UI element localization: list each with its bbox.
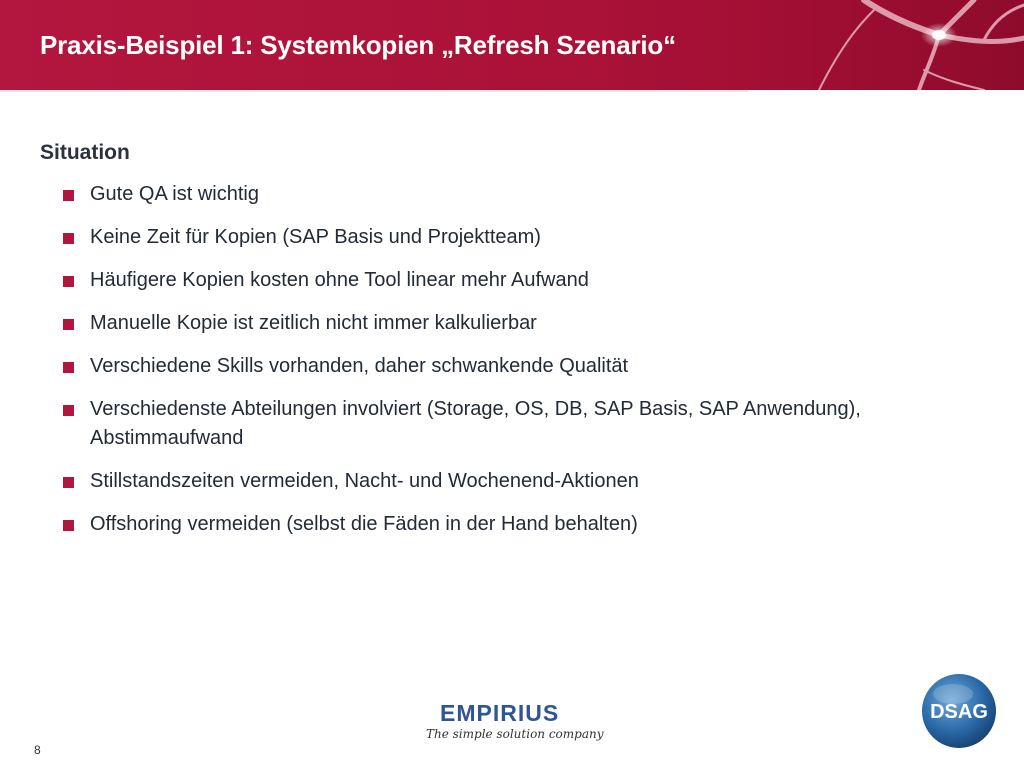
bullet-item: [62, 467, 882, 496]
bullet-item: [62, 223, 882, 252]
header-bar: [0, 0, 1024, 90]
bullet-text: Stillstandszeiten vermeiden, Nacht- und Wochenend-Aktionen: [90, 470, 639, 492]
empirius-logo: [424, 700, 604, 750]
bullet-item: [62, 352, 882, 381]
square-bullet-icon: [63, 477, 74, 488]
bullet-list: [62, 180, 882, 553]
bullet-item: [62, 510, 882, 539]
bullet-item: [62, 395, 882, 453]
slide-title: Praxis-Beispiel 1: Systemkopien „Refresh Szenario“: [40, 30, 676, 60]
square-bullet-icon: [63, 319, 74, 330]
square-bullet-icon: [63, 190, 74, 201]
dsag-logo-icon: [920, 672, 998, 750]
bullet-text: Verschiedene Skills vorhanden, daher schwankende Qualität: [90, 355, 629, 377]
section-heading: Situation: [40, 141, 130, 164]
bullet-item: [62, 180, 882, 209]
header-divider: [0, 90, 748, 92]
dsag-logo-text: DSAG: [930, 701, 988, 723]
square-bullet-icon: [63, 520, 74, 531]
square-bullet-icon: [63, 362, 74, 373]
bullet-text: Offshoring vermeiden (selbst die Fäden in der Hand behalten): [90, 513, 638, 535]
bullet-item: [62, 266, 882, 295]
page-number: 8: [34, 743, 41, 757]
neuron-graphic-icon: [724, 0, 1024, 90]
square-bullet-icon: [63, 405, 74, 416]
bullet-text: Manuelle Kopie ist zeitlich nicht immer kalkulierbar: [90, 312, 537, 334]
square-bullet-icon: [63, 276, 74, 287]
bullet-text: Gute QA ist wichtig: [90, 183, 259, 205]
empirius-wordmark: EMPIRIUS: [440, 700, 560, 726]
bullet-text: Häufigere Kopien kosten ohne Tool linear mehr Aufwand: [90, 269, 589, 291]
square-bullet-icon: [63, 233, 74, 244]
bullet-text: Keine Zeit für Kopien (SAP Basis und Projektteam): [90, 226, 541, 248]
bullet-item: [62, 309, 882, 338]
empirius-tagline: The simple solution company: [426, 727, 604, 741]
bullet-text: Verschiedenste Abteilungen involviert (Storage, OS, DB, SAP Basis, SAP Anwendung), Abstimmaufwand: [90, 398, 861, 449]
